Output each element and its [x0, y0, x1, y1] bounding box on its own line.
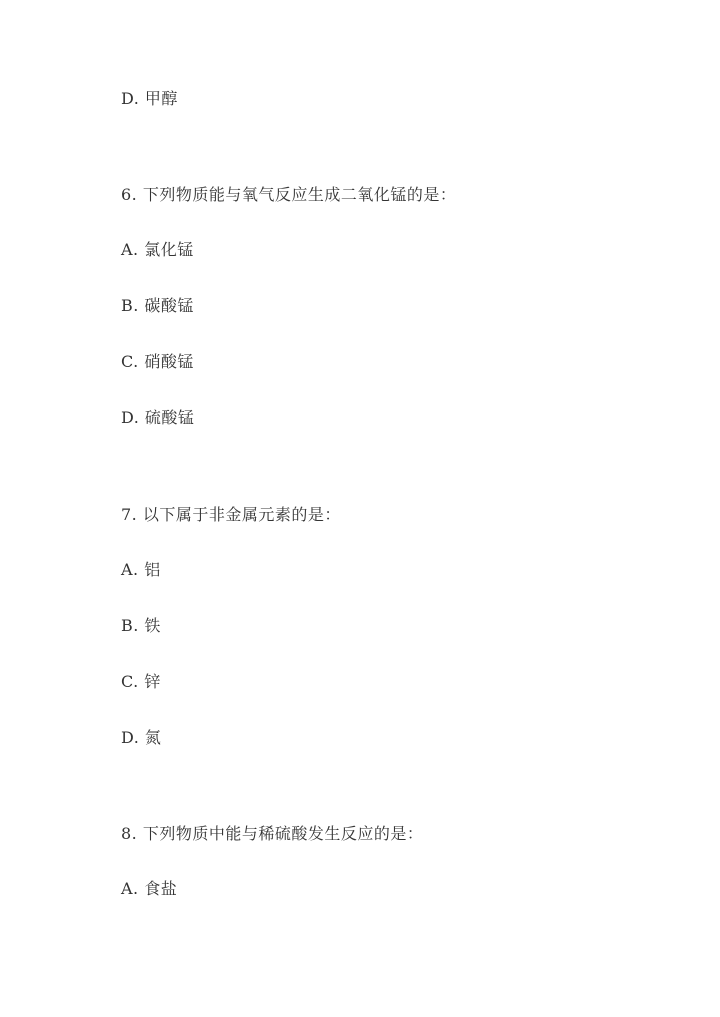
option-b-q6: B. 碳酸锰 [121, 296, 194, 315]
option-a-q8: A. 食盐 [121, 879, 178, 898]
option-a-q7: A. 铝 [121, 560, 161, 579]
question-8: 8. 下列物质中能与稀硫酸发生反应的是： [121, 824, 424, 843]
option-d-q6: D. 硫酸锰 [121, 408, 195, 427]
option-b-q7: B. 铁 [121, 616, 161, 635]
option-c-q6: C. 硝酸锰 [121, 352, 194, 371]
option-a-q6: A. 氯化锰 [121, 240, 194, 259]
option-c-q7: C. 锌 [121, 672, 161, 691]
option-d-q5: D. 甲醇 [121, 89, 178, 108]
question-7: 7. 以下属于非金属元素的是： [121, 505, 341, 524]
question-6: 6. 下列物质能与氧气反应生成二氧化锰的是： [121, 185, 457, 204]
option-d-q7: D. 氮 [121, 728, 162, 747]
